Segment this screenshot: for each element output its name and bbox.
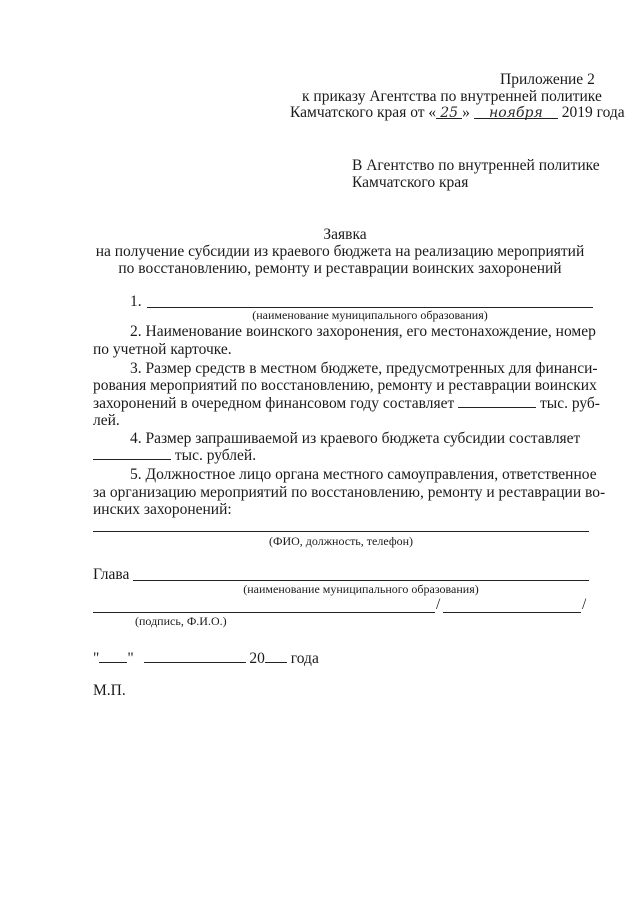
date-quote-close: " <box>127 650 134 667</box>
signature-caption: (подпись, Ф.И.О.) <box>135 614 227 628</box>
order-date-quote: » <box>462 104 470 121</box>
date-line <box>93 650 319 668</box>
stamp-place-label: М.П. <box>93 682 126 699</box>
item-3-line-3-text: захоронений в очередном финансовом году составляет <box>93 395 455 412</box>
item-5-line-2: за организацию мероприятий по восстановлению, ремонту и реставрации во- <box>93 484 606 501</box>
item-1-number: 1. <box>130 293 142 310</box>
signature-blank-line <box>93 612 435 613</box>
head-caption: (наименование муниципального образования) <box>243 582 479 596</box>
item-4-line-2 <box>93 447 256 465</box>
item-5-line-1: 5. Должностное лицо органа местного самоуправления, ответственное <box>130 466 597 483</box>
item-1-caption: (наименование муниципального образования) <box>252 308 488 322</box>
handwritten-month: ноября <box>474 105 558 121</box>
date-century: 20 <box>249 650 265 667</box>
title-line-1: на получение субсидии из краевого бюджета на реализацию мероприятий <box>95 243 585 260</box>
head-blank-line <box>133 580 589 581</box>
date-day-blank <box>99 661 127 663</box>
date-year-blank <box>265 661 287 663</box>
item-3-amount-blank <box>458 406 536 408</box>
item-2-line-2: по учетной карточке. <box>93 341 232 358</box>
item-4-amount-blank <box>93 458 171 460</box>
item-4-line-1: 4. Размер запрашиваемой из краевого бюджета субсидии составляет <box>130 430 581 447</box>
title-line-2: по восстановлению, ремонту и реставрации воинских захоронений <box>118 260 562 277</box>
addressee-line-1: В Агентство по внутренней политике <box>352 157 600 174</box>
item-3-unit: тыс. руб- <box>540 395 600 412</box>
date-quote-open: " <box>93 650 100 667</box>
order-date-prefix: Камчатского края от « <box>290 104 437 121</box>
item-3-line-1: 3. Размер средств в местном бюджете, предусмотренных для финанси- <box>130 360 598 377</box>
addressee-line-2: Камчатского края <box>352 174 469 191</box>
item-3-line-4: лей. <box>93 412 120 429</box>
head-label: Глава <box>93 566 130 583</box>
document-title: Заявка <box>323 226 367 243</box>
item-4-unit: тыс. рублей. <box>174 447 257 464</box>
item-5-blank-line <box>93 531 589 532</box>
appendix-label: Приложение 2 <box>500 71 595 88</box>
item-3-line-3 <box>93 395 600 413</box>
item-5-line-3: инских захоронений: <box>93 501 232 518</box>
handwritten-day: 25 <box>436 105 462 121</box>
item-3-line-2: рования мероприятий по восстановлению, ремонту и реставрации воинских <box>93 377 597 394</box>
date-month-blank <box>144 661 246 663</box>
signature-slash-2: / <box>582 596 587 613</box>
name-blank-line <box>443 612 581 613</box>
item-2-line-1: 2. Наименование воинского захоронения, его местонахождение, номер <box>130 323 596 340</box>
order-reference: к приказу Агентства по внутренней политике <box>302 88 602 105</box>
order-date-line <box>290 104 625 122</box>
order-date-year: 2019 года <box>561 104 625 121</box>
item-5-caption: (ФИО, должность, телефон) <box>268 534 414 548</box>
signature-slash-1: / <box>436 596 441 613</box>
date-year-word: года <box>290 650 319 667</box>
